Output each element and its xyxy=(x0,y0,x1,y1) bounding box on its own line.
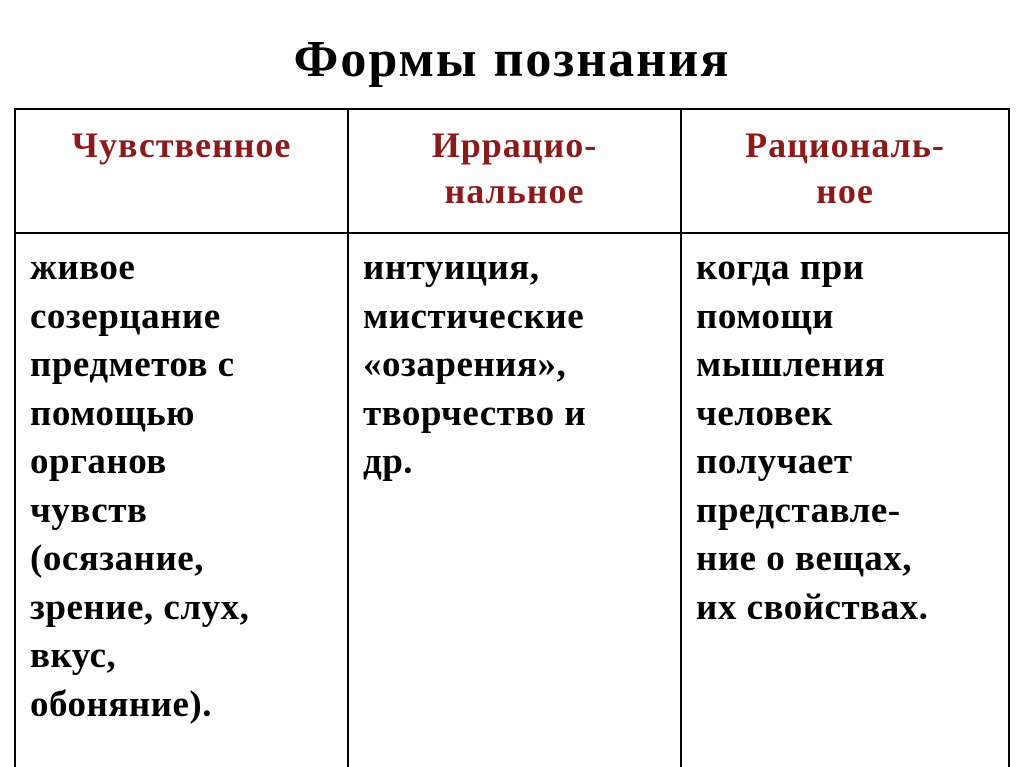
header-cell-rational xyxy=(681,109,1009,233)
cell-sensory-description xyxy=(15,233,348,767)
cell-rational-description xyxy=(681,233,1009,767)
header-cell-sensory xyxy=(15,109,348,233)
forms-table xyxy=(14,108,1010,767)
rational-description-text: когда при помощи мышления человек получает представле- ние о вещах, их свойствах. xyxy=(696,247,929,628)
cell-irrational-description xyxy=(348,233,681,767)
sensory-description-text: живое созерцание предметов с помощью органов чувств (осязание, зрение, слух, вкус, обоняние). xyxy=(30,247,250,725)
table-row xyxy=(15,233,1009,767)
table-header-row xyxy=(15,109,1009,233)
irrational-description-text: интуиция, мистические «озарения», творчество и др. xyxy=(363,247,587,482)
header-label-rational: Рациональ- ное xyxy=(745,125,945,211)
header-label-sensory: Чувственное xyxy=(71,125,292,165)
page-title: Формы познания xyxy=(293,31,731,88)
header-label-irrational: Иррацио- нальное xyxy=(431,125,598,211)
header-cell-irrational xyxy=(348,109,681,233)
